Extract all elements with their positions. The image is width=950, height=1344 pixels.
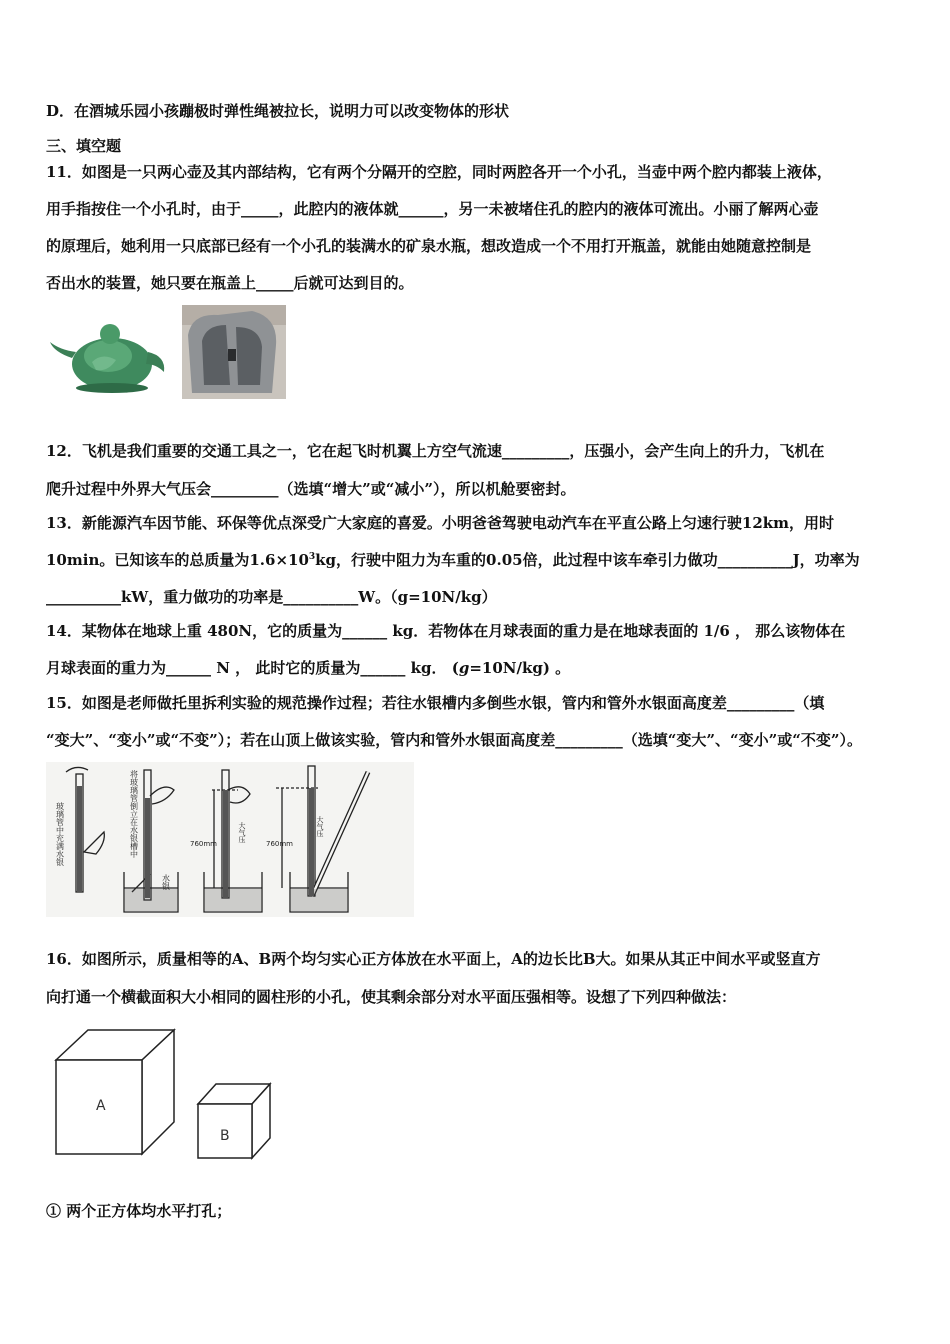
pressure-label-1: 大气压 (238, 822, 246, 843)
question-14-line-2 (46, 658, 916, 678)
torricelli-vertical-label-2: 将玻璃管倒立在水银槽中 (129, 770, 139, 858)
pressure-label-2: 大气压 (316, 816, 324, 837)
question-14-text-b: =10N/kg) 。 (469, 659, 571, 677)
cube-b-label: B (220, 1128, 230, 1144)
question-13-text-a: 10min。已知该车的总质量为1.6×10 (46, 551, 309, 569)
teapot-section-photo (182, 305, 286, 399)
section-heading: 三、填空题 (46, 137, 122, 155)
cube-a-label: A (96, 1098, 106, 1114)
question-14-text-a: 月球表面的重力为______ N ， 此时它的质量为______ kg． ( (46, 659, 459, 677)
exponent: 3 (308, 552, 316, 562)
torricelli-experiment-figure (46, 762, 414, 917)
question-12-line-1: 12．飞机是我们重要的交通工具之一，它在起飞时机翼上方空气流速_________，压强小，会产生向上的升力，飞机在 (46, 442, 825, 460)
question-15-line-2: “变大”、“变小”或“不变”）；若在山顶上做该实验，管内和管外水银面高度差_________（选填“变大”、“变小”或“不变”）。 (46, 731, 863, 749)
option-1-line: ① 两个正方体均水平打孔； (46, 1202, 232, 1220)
cubes-figure (46, 1024, 286, 1164)
question-13-line-1: 13．新能源汽车因节能、环保等优点深受广大家庭的喜爱。小明爸爸驾驶电动汽车在平直公路上匀速行驶12km，用时 (46, 514, 835, 532)
question-11-line-3: 的原理后，她利用一只底部已经有一个小孔的装满水的矿泉水瓶，想改造成一个不用打开瓶盖，就能由她随意控制是 (46, 237, 812, 255)
question-11-line-1: 11．如图是一只两心壶及其内部结构，它有两个分隔开的空腔，同时两腔各开一个小孔，当壶中两个腔内都装上液体， (46, 163, 832, 181)
option-d-line: D．在酒城乐园小孩蹦极时弹性绳被拉长，说明力可以改变物体的形状 (46, 102, 510, 120)
question-11-line-2: 用手指按住一个小孔时，由于_____，此腔内的液体就______，另一未被堵住孔的腔内的液体可流出。小丽了解两心壶 (46, 200, 819, 218)
question-12-line-2: 爬升过程中外界大气压会_________（选填“增大”或“减小”），所以机舱要密封。 (46, 480, 576, 498)
question-16-line-2: 向打通一个横截面积大小相同的圆柱形的小孔，使其剩余部分对水平面压强相等。设想了下列四种做法： (46, 988, 737, 1006)
question-13-line-2 (46, 550, 916, 570)
question-16-line-1: 16．如图所示，质量相等的A、B两个均匀实心正方体放在水平面上，A的边长比B大。如果从其正中间水平或竖直方 (46, 950, 821, 968)
gravity-symbol: g (458, 659, 470, 677)
question-15-line-1: 15．如图是老师做托里拆利实验的规范操作过程；若往水银槽内多倒些水银，管内和管外水银面高度差_________（填 (46, 694, 825, 712)
question-13-text-b: kg，行驶中阻力为车重的0.05倍，此过程中该车牵引力做功__________J，功率为 (315, 551, 860, 569)
teapot-photo (46, 312, 172, 398)
height-label-2: 760mm (266, 840, 293, 848)
question-14-line-1: 14．某物体在地球上重 480N，它的质量为______ kg．若物体在月球表面的重力是在地球表面的 1/6 ， 那么该物体在 (46, 622, 846, 640)
question-11-line-4: 否出水的装置，她只要在瓶盖上_____后就可达到目的。 (46, 274, 414, 292)
height-label-1: 760mm (190, 840, 217, 848)
torricelli-vertical-label-1: 玻璃管中充满水银 (55, 802, 65, 866)
question-13-line-3: __________kW，重力做功的功率是__________W。（g=10N/kg） (46, 588, 497, 606)
mercury-label: 水银 (161, 874, 171, 890)
